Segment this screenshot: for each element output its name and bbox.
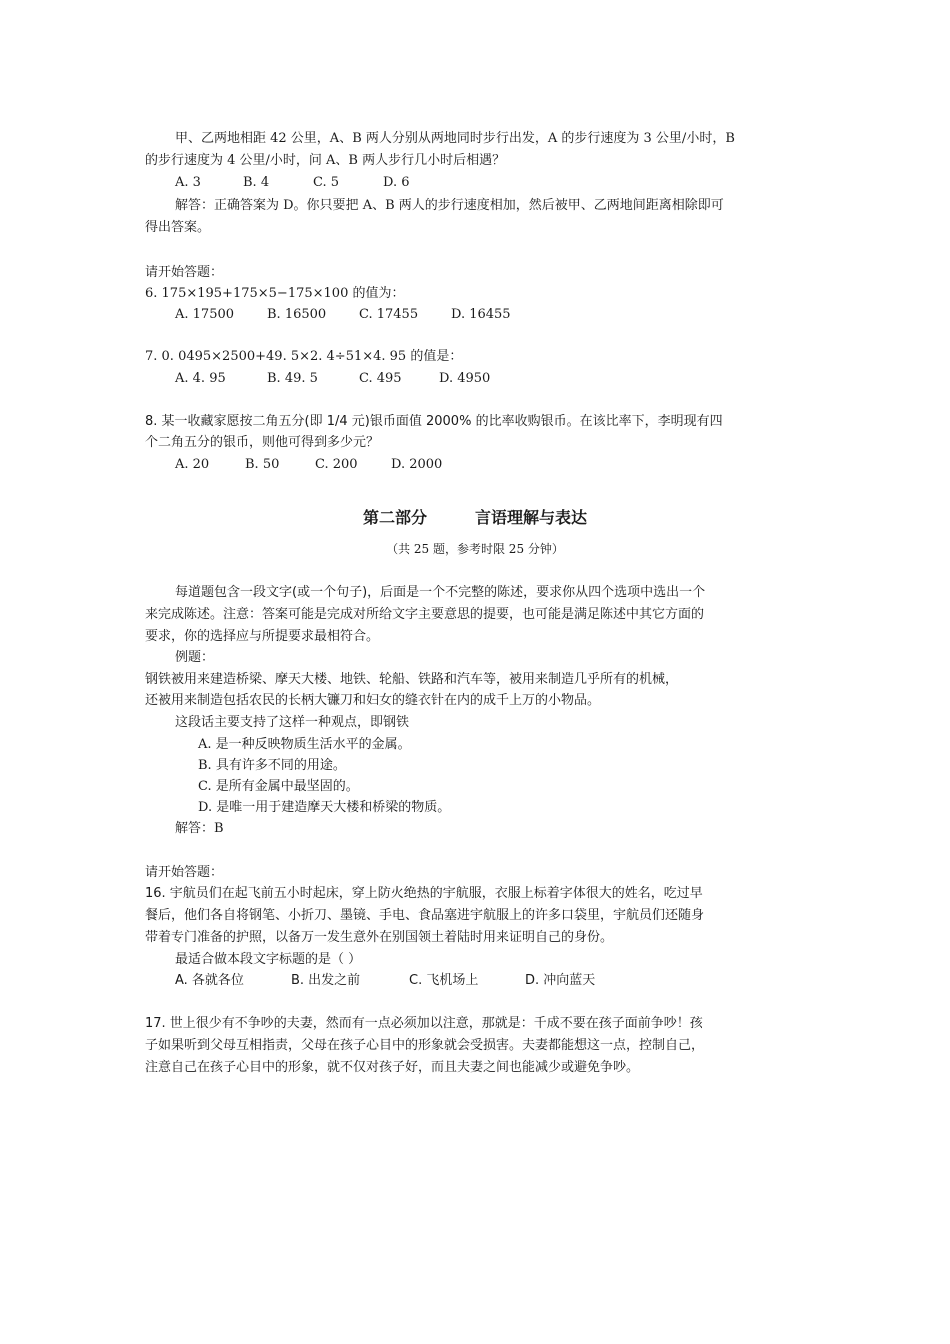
q7-option-a: A. 4. 95 <box>175 371 226 386</box>
q7-option-c: C. 495 <box>359 371 402 386</box>
example1-option-c: C. 5 <box>313 175 340 190</box>
q6-text: 6. 175×195+175×5−175×100 的值为： <box>145 286 405 301</box>
example2-line1: 钢铁被用来建造桥梁、摩天大楼、地铁、轮船、铁路和汽车等，被用来制造几乎所有的机械， <box>145 672 679 687</box>
example2-option-a: A. 是一种反映物质生活水平的金属。 <box>198 737 411 752</box>
q16-line2: 餐后，他们各自将钢笔、小折刀、墨镜、手电、食品塞进宇航服上的许多口袋里，宇航员们还随身 <box>145 908 705 923</box>
q16-option-c: C. 飞机场上 <box>409 973 479 988</box>
part2-title <box>0 507 950 529</box>
q6-option-a: A. 17500 <box>175 307 235 322</box>
example2-option-d: D. 是唯一用于建造摩天大楼和桥梁的物质。 <box>198 800 451 815</box>
q7-options <box>175 370 490 388</box>
part2-title-left: 第二部分 <box>362 508 427 527</box>
example1-option-d: D. 6 <box>383 175 410 190</box>
instructions-line1: 每道题包含一段文字(或一个句子)，后面是一个不完整的陈述，要求你从四个选项中选出一个 <box>175 585 706 600</box>
section2-start: 请开始答题： <box>145 865 224 880</box>
q17-line2: 子如果听到父母互相指责，父母在孩子心目中的形象就会受损害。夫妻都能想这一点，控制自己， <box>145 1038 705 1053</box>
q17-line1: 17. 世上很少有不争吵的夫妻，然而有一点必须加以注意，那就是：千成不要在孩子面前争吵！孩 <box>145 1016 703 1031</box>
example2-line2: 还被用来制造包括农民的长柄大镰刀和妇女的缝衣针在内的成千上万的小物品。 <box>145 693 601 708</box>
example1-answer-line1: 解答：正确答案为 D。你只要把 A、B 两人的步行速度相加，然后被甲、乙两地间距离相除即可 <box>175 198 724 213</box>
example1-line1: 甲、乙两地相距 42 公里，A、B 两人分别从两地同时步行出发，A 的步行速度为 3 公里/小时，B <box>175 131 735 146</box>
example1-option-a: A. 3 <box>175 175 201 190</box>
q16-line3: 带着专门准备的护照，以备万一发生意外在别国领土着陆时用来证明自己的身份。 <box>145 930 614 945</box>
example2-stem: 这段话主要支持了这样一种观点，即钢铁 <box>175 715 410 730</box>
example1-line2: 的步行速度为 4 公里/小时，问 A、B 两人步行几小时后相遇？ <box>145 153 506 168</box>
q6-option-b: B. 16500 <box>267 307 327 322</box>
q7-option-b: B. 49. 5 <box>267 371 318 386</box>
q6-options <box>175 306 511 324</box>
q16-line1: 16. 宇航员们在起飞前五小时起床，穿上防火绝热的宇航服，衣服上标着字体很大的姓名，吃过早 <box>145 886 703 901</box>
q16-options <box>175 972 595 990</box>
q8-option-d: D. 2000 <box>391 457 443 472</box>
example1-answer-line2: 得出答案。 <box>145 220 211 235</box>
q8-option-b: B. 50 <box>245 457 280 472</box>
instructions-line3: 要求，你的选择应与所提要求最相符合。 <box>145 629 380 644</box>
example2-option-b: B. 具有许多不同的用途。 <box>198 758 346 773</box>
q16-option-d: D. 冲向蓝天 <box>525 973 596 988</box>
q8-options <box>175 456 442 474</box>
instructions-line2: 来完成陈述。注意：答案可能是完成对所给文字主要意思的提要，也可能是满足陈述中其它方面的 <box>145 607 705 622</box>
q8-option-c: C. 200 <box>315 457 358 472</box>
q6-option-c: C. 17455 <box>359 307 419 322</box>
q16-stem: 最适合做本段文字标题的是（ ） <box>175 952 362 967</box>
example2-label: 例题： <box>175 650 215 665</box>
q16-option-b: B. 出发之前 <box>291 973 361 988</box>
example2-answer: 解答：B <box>175 821 224 836</box>
q6-option-d: D. 16455 <box>451 307 511 322</box>
example1-option-b: B. 4 <box>243 175 270 190</box>
q7-option-d: D. 4950 <box>439 371 491 386</box>
q7-text: 7. 0. 0495×2500+49. 5×2. 4÷51×4. 95 的值是： <box>145 349 463 364</box>
example1-options <box>175 174 410 192</box>
q8-line2: 个二角五分的银币，则他可得到多少元？ <box>145 435 380 450</box>
part2-title-right: 言语理解与表达 <box>475 508 588 527</box>
example2-option-c: C. 是所有金属中最坚固的。 <box>198 779 359 794</box>
q17-line3: 注意自己在孩子心目中的形象，就不仅对孩子好，而且夫妻之间也能减少或避免争吵。 <box>145 1060 640 1075</box>
part2-subtitle: （共 25 题，参考时限 25 分钟） <box>386 542 564 556</box>
section1-start: 请开始答题： <box>145 265 224 280</box>
q8-line1: 8. 某一收藏家愿按二角五分(即 1/4 元)银币面值 2000% 的比率收购银币。在该比率下，李明现有四 <box>145 414 723 429</box>
q16-option-a: A. 各就各位 <box>175 973 244 988</box>
q8-option-a: A. 20 <box>175 457 210 472</box>
